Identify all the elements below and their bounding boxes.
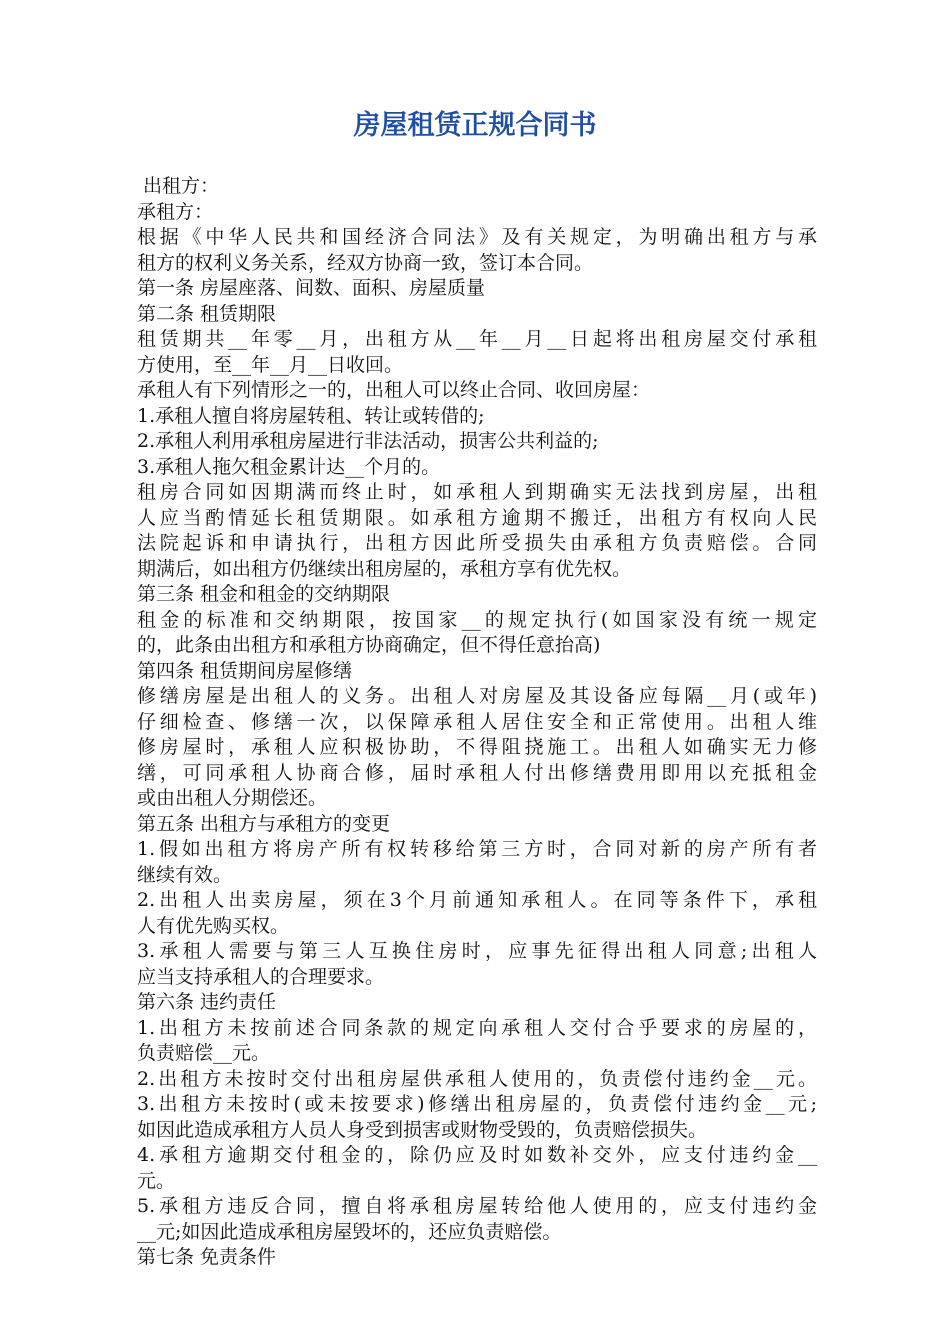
list-item: 1.出租方未按前述合同条款的规定向承租人交付合乎要求的房屋的， [137, 1016, 817, 1039]
list-item: 继续有效。 [137, 863, 233, 886]
document-title: 房屋租赁正规合同书 [353, 110, 597, 141]
text-line: 法院起诉和申请执行，出租方因此所受损失由承租方负责赔偿。合同 [137, 532, 817, 554]
section-heading: 第六条 违约责任 [137, 991, 277, 1013]
section-heading: 第二条 租赁期限 [137, 302, 277, 325]
text-line: 承租方： [137, 200, 214, 223]
section-heading: 第四条 租赁期间房屋修缮 [137, 659, 353, 682]
list-item: 3.承租人需要与第三人互换住房时，应事先征得出租人同意;出租人 [137, 940, 817, 962]
text-line: 的，此条由出租方和承租方协商确定，但不得任意抬高) [137, 634, 601, 656]
list-item: __元;如因此造成承租房屋毁坏的，还应负责赔偿。 [137, 1220, 562, 1243]
text-line: 期满后，如出租方仍继续出租房屋的，承租方享有优先权。 [137, 557, 632, 580]
list-item: 4.承租方逾期交付租金的，除仍应及时如数补交外，应支付违约金__ [137, 1144, 817, 1166]
text-line: 仔细检查、修缮一次，以保障承租人居住安全和正常使用。出租人维 [137, 710, 817, 733]
list-item: 负责赔偿__元。 [137, 1042, 271, 1064]
text-line: 租房合同如因期满而终止时，如承租人到期确实无法找到房屋，出租 [137, 481, 817, 503]
text-line: 根据《中华人民共和国经济合同法》及有关规定，为明确出租方与承 [137, 226, 817, 248]
section-heading: 第七条 免责条件 [137, 1246, 277, 1268]
text-line: 修房屋时，承租人应积极协助，不得阻挠施工。出租人如确实无力修 [137, 736, 817, 758]
section-heading: 第一条 房屋座落、间数、面积、房屋质量 [137, 277, 486, 299]
list-item: 应当支持承租人的合理要求。 [137, 965, 385, 988]
text-line: 缮，可同承租人协商合修，届时承租人付出修缮费用即用以充抵租金 [137, 761, 817, 784]
text-line: 租赁期共__年零__月，出租方从__年__月__日起将出租房屋交付承租 [137, 328, 817, 350]
section-heading: 第三条 租金和租金的交纳期限 [137, 583, 391, 605]
text-line: 人应当酌情延长租赁期限。如承租方逾期不搬迁，出租方有权向人民 [137, 506, 817, 529]
list-item: 人有优先购买权。 [137, 914, 290, 937]
list-item: 3.出租方未按时(或未按要求)修缮出租房屋的，负责偿付违约金__元; [137, 1093, 817, 1115]
document-body [137, 174, 817, 1271]
text-line: 承租人有下列情形之一的，出租人可以终止合同、收回房屋： [137, 379, 651, 401]
text-line: 方使用，至__年__月__日收回。 [137, 353, 404, 376]
list-item: 元。 [137, 1169, 176, 1192]
text-line: 租方的权利义务关系，经双方协商一致，签订本合同。 [137, 251, 594, 274]
list-item: 2.出租方未按时交付出租房屋供承租人使用的，负责偿付违约金__元。 [137, 1067, 817, 1090]
list-item: 3.承租人拖欠租金累计达__个月的。 [137, 455, 441, 478]
section-heading: 第五条 出租方与承租方的变更 [137, 812, 391, 835]
list-item: 1.假如出租方将房产所有权转移给第三方时，合同对新的房产所有者 [137, 838, 817, 860]
list-item: 1.承租人擅自将房屋转租、转让或转借的; [137, 404, 485, 427]
text-line: 出租方： [137, 175, 220, 197]
list-item: 2.承租人利用承租房屋进行非法活动，损害公共利益的; [137, 430, 599, 452]
list-item: 2.出租人出卖房屋，须在3个月前通知承租人。在同等条件下，承租 [137, 889, 817, 911]
list-item: 如因此造成承租方人员人身受到损害或财物受毁的，负责赔偿损失。 [137, 1118, 708, 1141]
text-line: 修缮房屋是出租人的义务。出租人对房屋及其设备应每隔__月(或年) [137, 685, 817, 707]
text-line: 租金的标准和交纳期限，按国家__的规定执行(如国家没有统一规定 [137, 608, 817, 631]
list-item: 5.承租方违反合同，擅自将承租房屋转给他人使用的，应支付违约金 [137, 1195, 817, 1217]
text-line: 或由出租人分期偿还。 [137, 787, 328, 809]
